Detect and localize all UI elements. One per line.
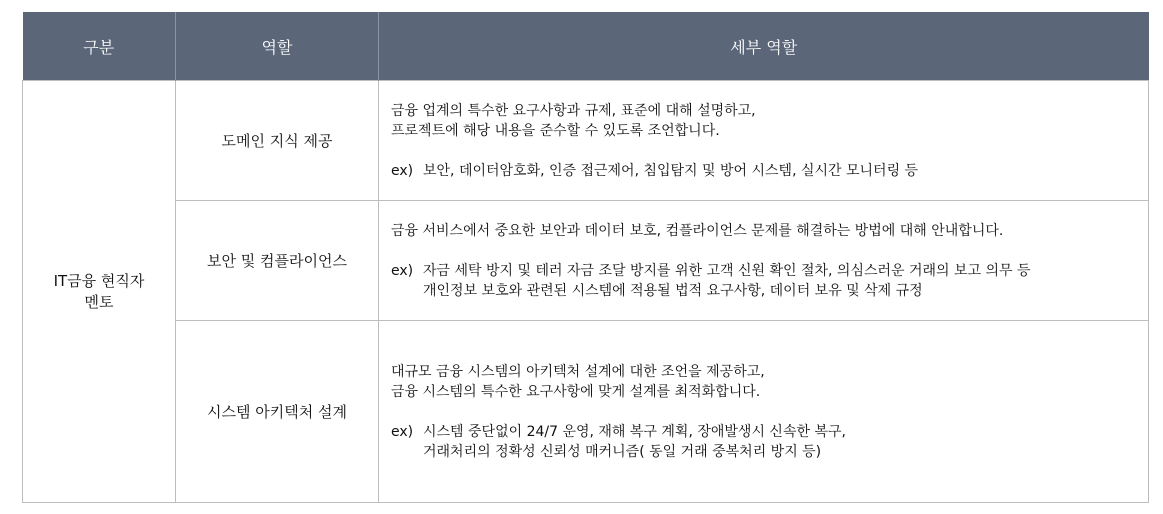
header-detail-role: 세부 역할: [379, 12, 1149, 81]
detail-cell: [379, 81, 1149, 201]
detail-line: 대규모 금융 시스템의 아키텍처 설계에 대한 조언을 제공하고,: [391, 363, 765, 380]
example-block: [391, 261, 1148, 301]
example-prefix: ex): [391, 262, 414, 279]
role-cell: 보안 및 컴플라이언스: [176, 201, 379, 321]
detail-line: 금융 서비스에서 중요한 보안과 데이터 보호, 컴플라이언스 문제를 해결하는 방법에 대해 안내합니다.: [391, 222, 1004, 239]
table-header-row: [23, 12, 1149, 81]
example-block: [391, 422, 1148, 462]
role-cell: 도메인 지식 제공: [176, 81, 379, 201]
detail-line: 금융 업계의 특수한 요구사항과 규제, 표준에 대해 설명하고,: [391, 102, 756, 119]
example-line: 거래처리의 정확성 신뢰성 매커니즘( 동일 거래 중복처리 방지 등): [423, 443, 822, 460]
mentor-role-table: [22, 12, 1149, 503]
category-line: 멘토: [84, 292, 114, 311]
header-category: 구분: [23, 12, 176, 81]
category-cell: [23, 81, 176, 503]
category-line: IT금융 현직자: [53, 271, 145, 290]
example-line: 자금 세탁 방지 및 테러 자금 조달 방지를 위한 고객 신원 확인 절차, 의심스러운 거래의 보고 의무 등: [423, 262, 1031, 279]
example-prefix: ex): [391, 162, 414, 179]
detail-line: 프로젝트에 해당 내용을 준수할 수 있도록 조언합니다.: [391, 122, 720, 139]
header-role: 역할: [176, 12, 379, 81]
detail-line: 금융 시스템의 특수한 요구사항에 맞게 설계를 최적화합니다.: [391, 383, 761, 400]
example-prefix: ex): [391, 423, 414, 440]
example-block: [391, 161, 1148, 181]
table-row: [23, 201, 1149, 321]
example-line: 시스템 중단없이 24/7 운영, 재해 복구 계획, 장애발생시 신속한 복구,: [423, 423, 846, 440]
detail-cell: [379, 201, 1149, 321]
table-row: [23, 81, 1149, 201]
role-cell: 시스템 아키텍처 설계: [176, 321, 379, 503]
detail-cell: [379, 321, 1149, 503]
mentor-role-table-container: [22, 12, 1148, 503]
table-row: [23, 321, 1149, 503]
example-line: 개인정보 보호와 관련된 시스템에 적용될 법적 요구사항, 데이터 보유 및 삭제 규정: [423, 282, 923, 299]
example-line: 보안, 데이터암호화, 인증 접근제어, 침입탐지 및 방어 시스템, 실시간 모니터링 등: [423, 162, 919, 179]
